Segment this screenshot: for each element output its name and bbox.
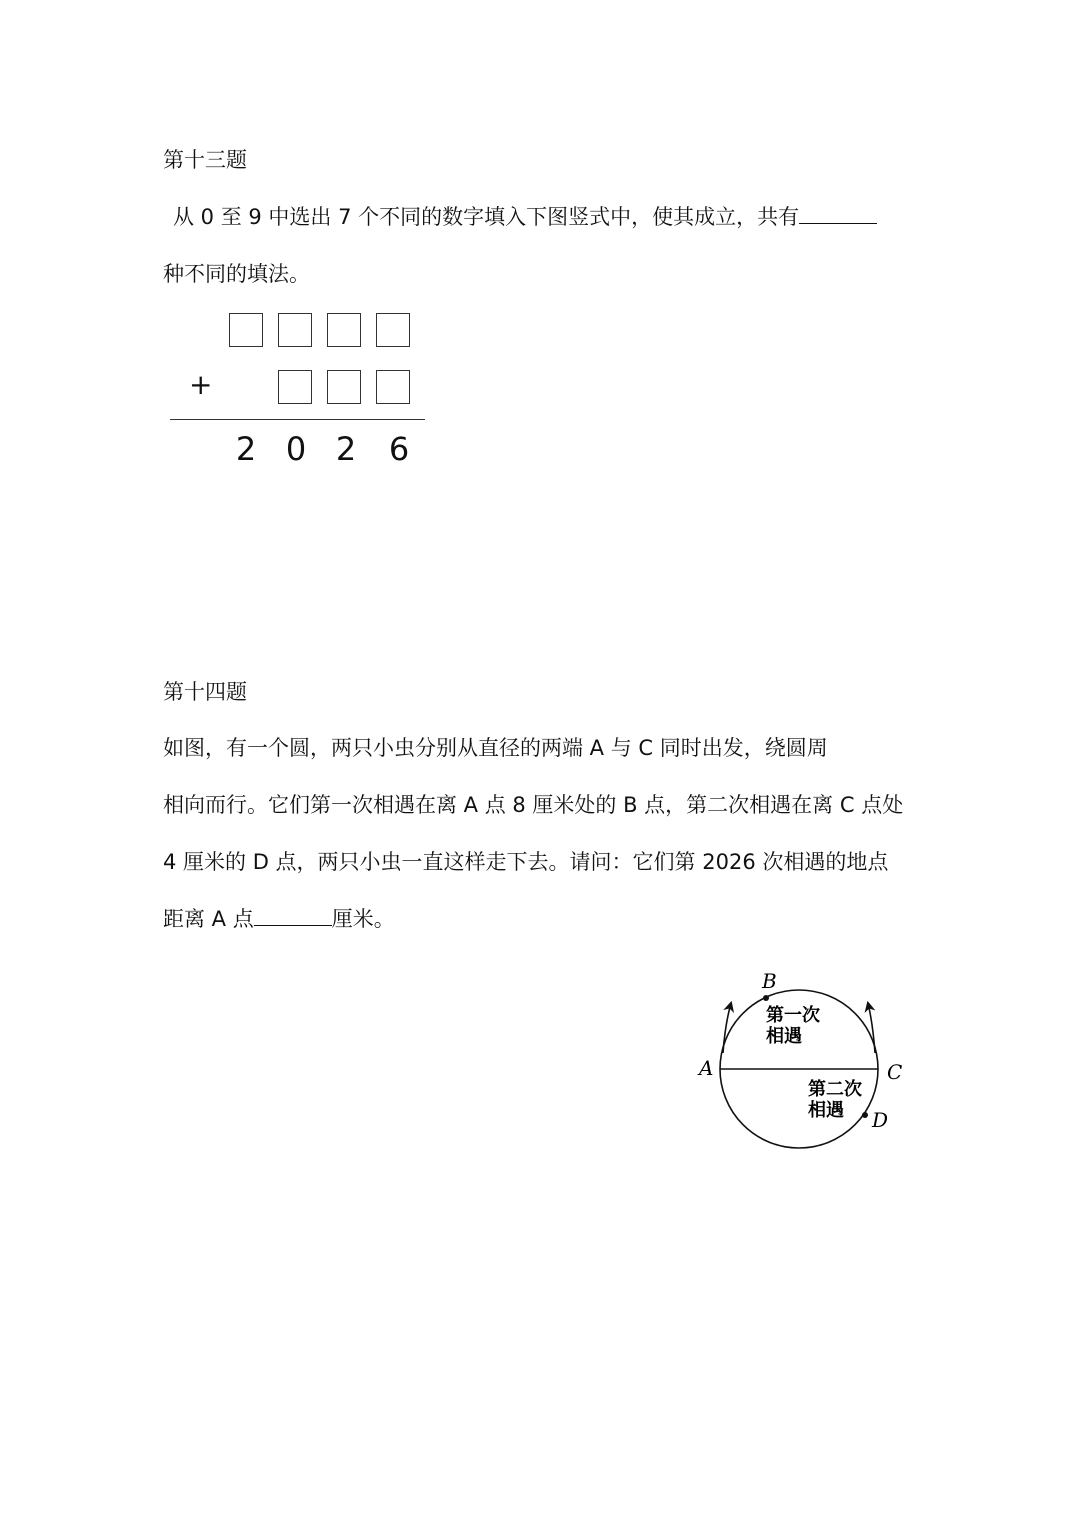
label-b: B: [762, 969, 777, 993]
first-meet-label-1: 第一次: [766, 1005, 820, 1026]
label-d: D: [872, 1108, 889, 1132]
point-d: [862, 1112, 868, 1118]
first-meet-label-2: 相遇: [766, 1026, 802, 1047]
result-digit: 2: [335, 430, 357, 468]
problem-13-text: 从 0 至 9 中选出 7 个不同的数字填入下图竖式中，使其成立，共有: [173, 205, 800, 229]
label-c: C: [887, 1060, 903, 1084]
digit-box[interactable]: [278, 370, 312, 404]
digit-box[interactable]: [229, 313, 263, 347]
problem-13-text-line-1: [173, 202, 877, 232]
digit-box[interactable]: [376, 370, 410, 404]
label-a: A: [699, 1056, 714, 1080]
digit-box[interactable]: [327, 370, 361, 404]
arrow-a: [723, 1003, 731, 1053]
problem-14-text-line-3: 4 厘米的 D 点，两只小虫一直这样走下去。请问：它们第 2026 次相遇的地点: [163, 850, 889, 874]
point-b: [763, 995, 769, 1001]
second-meet-label-2: 相遇: [808, 1100, 844, 1121]
arrow-c: [868, 1003, 875, 1053]
circle-diagram: [690, 965, 920, 1165]
result-digit: 0: [285, 430, 307, 468]
problem-14-text-line-1: 如图，有一个圆，两只小虫分别从直径的两端 A 与 C 同时出发，绕圆周: [163, 736, 828, 760]
problem-14-text: 距离 A 点: [163, 907, 254, 931]
result-digit: 6: [388, 430, 410, 468]
digit-box[interactable]: [278, 313, 312, 347]
problem-14-text-line-4: [163, 904, 395, 934]
digit-box[interactable]: [376, 313, 410, 347]
second-meet-label-1: 第二次: [808, 1079, 862, 1100]
problem-14-text-line-2: 相向而行。它们第一次相遇在离 A 点 8 厘米处的 B 点，第二次相遇在离 C 点处: [163, 793, 904, 817]
digit-box[interactable]: [327, 313, 361, 347]
problem-13-title: 第十三题: [163, 148, 247, 172]
problem-13-text-line-2: 种不同的填法。: [163, 262, 310, 286]
answer-blank[interactable]: [254, 905, 332, 926]
problem-14-text: 厘米。: [331, 907, 395, 931]
sum-line: [170, 419, 425, 420]
result-digit: 2: [235, 430, 257, 468]
problem-14-title: 第十四题: [163, 680, 247, 704]
answer-blank[interactable]: [799, 203, 877, 224]
plus-sign: +: [189, 368, 213, 401]
